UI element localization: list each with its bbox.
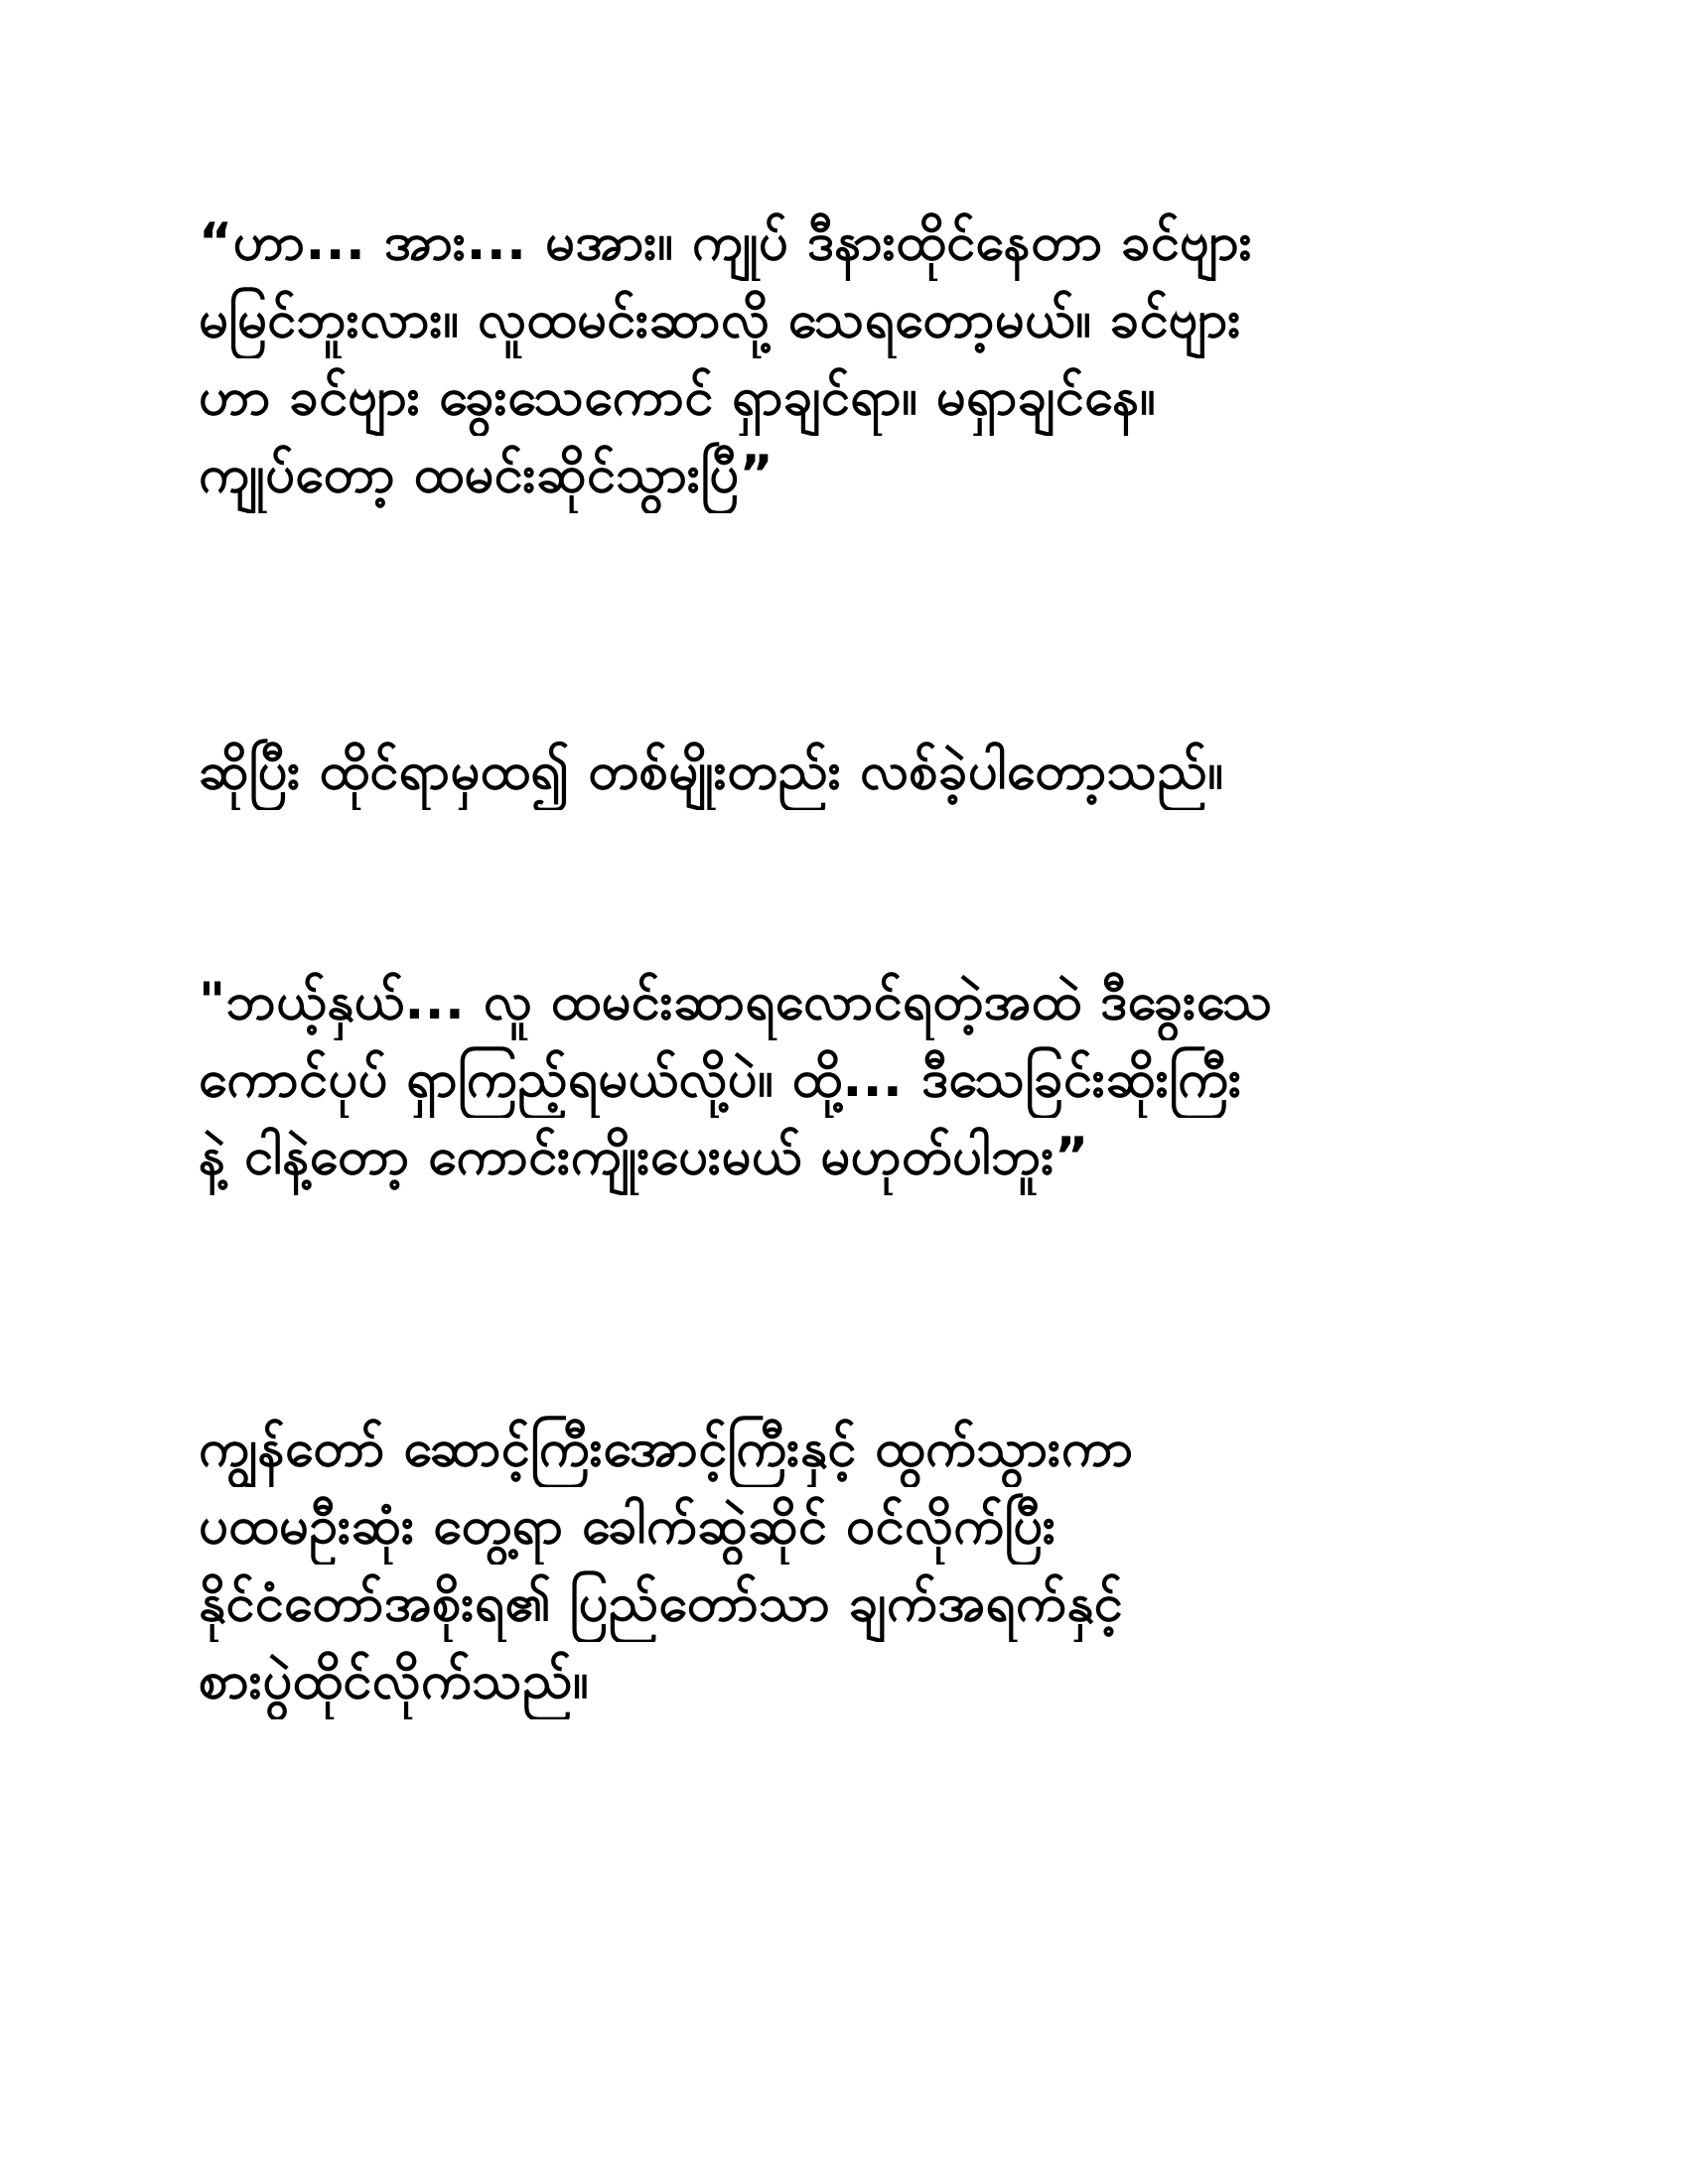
text-line: "ဘယ့်နှယ်... လူ ထမင်းဆာရလောင်ရတဲ့အထဲ ဒီခွေးသေ [199,972,1273,1031]
text-line: ဟာ ခင်ဗျား ခွေးသေကောင် ရှာချင်ရာ။ မရှာချင်နေ။ [199,367,1156,427]
text-line: ပထမဦးဆုံး တွေ့ရာ ခေါက်ဆွဲဆိုင် ဝင်လိုက်ပြီး [199,1496,1056,1556]
text-line: ကျုပ်တော့ ထမင်းဆိုင်သွားပြီ” [199,445,774,504]
paragraph-narration-2 [199,1410,1489,1719]
text-line: ကောင်ပုပ် ရှာကြည့်ရမယ်လို့ပဲ။ ထို့... ဒီသေခြင်းဆိုးကြီး [199,1049,1242,1109]
paragraph-dialogue-1 [199,204,1489,513]
text-line: ကျွန်တော် ဆောင့်ကြီးအောင့်ကြီးနှင့် ထွက်သွားကာ [199,1419,1134,1478]
text-line: မမြင်ဘူးလား။ လူထမင်းဆာလို့ သေရတော့မယ်။ ခင်ဗျား [199,290,1241,349]
text-line: စားပွဲထိုင်လိုက်သည်။ [199,1651,590,1710]
text-line: နိုင်ငံတော်အစိုးရ၏ ပြည်တော်သာ ချက်အရက်နှင့် [199,1573,1123,1633]
text-line: နဲ့ ငါနဲ့တော့ ကောင်းကျိုးပေးမယ် မဟုတ်ပါဘူး” [199,1127,1089,1186]
text-line: ဆိုပြီး ထိုင်ရာမှထ၍ တစ်မျိုးတည်း လစ်ခဲ့ပါတော့သည်။ [199,742,1224,801]
paragraph-narration-1 [199,733,1489,810]
text-line: “ဟာ... အား... မအား။ ကျုပ် ဒီနားထိုင်နေတာ ခင်ဗျား [199,212,1253,272]
paragraph-dialogue-2 [199,963,1489,1195]
